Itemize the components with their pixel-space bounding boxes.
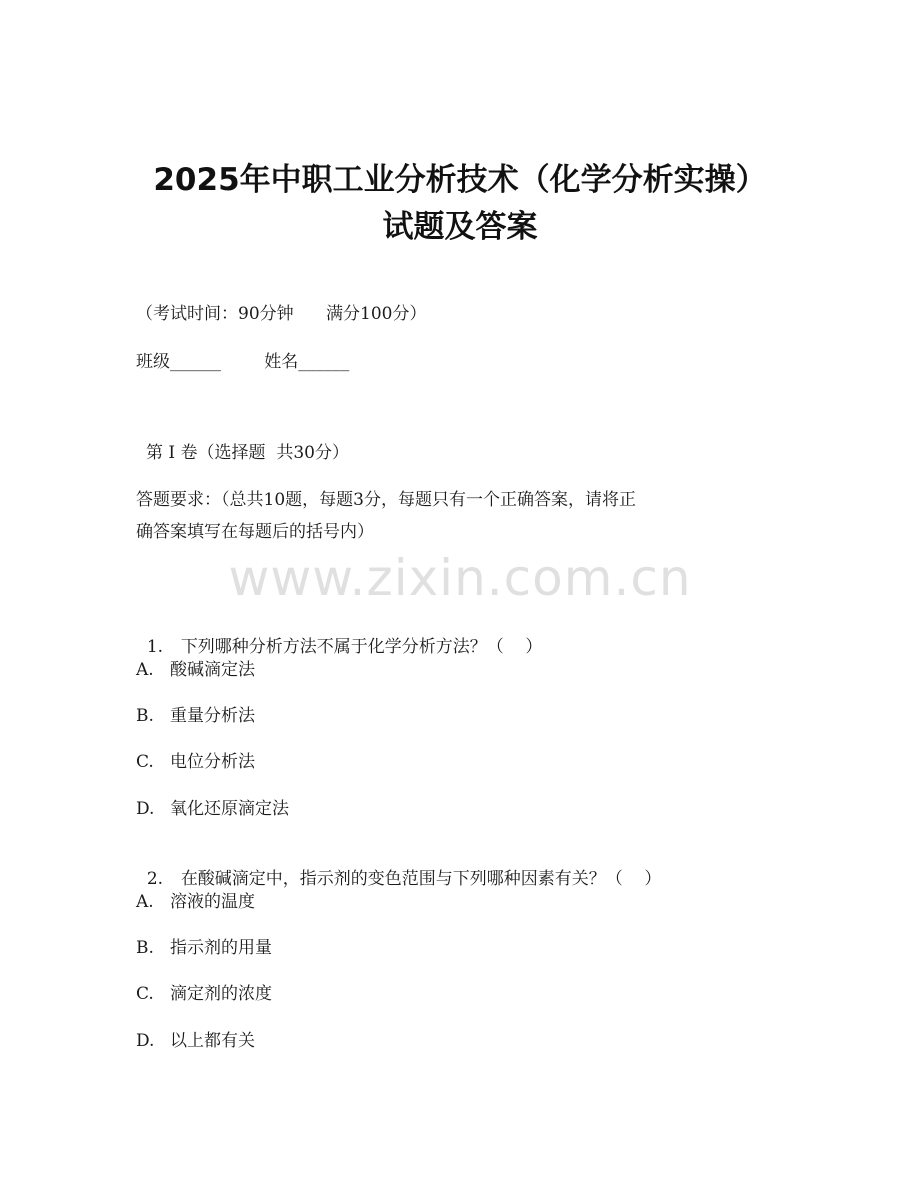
student-fields: 班级______ 姓名______ (136, 352, 350, 372)
question-2-option-c (136, 982, 272, 1006)
option-text: 溶液的温度 (170, 892, 255, 912)
option-letter: C. (136, 984, 154, 1004)
document-title-line-2: 试题及答案 (382, 209, 538, 245)
watermark: www.zixin.com.cn (228, 549, 692, 607)
option-letter: D. (136, 799, 155, 819)
option-letter: A. (136, 660, 154, 680)
question-2-option-a (136, 890, 255, 914)
question-1-option-b (136, 704, 255, 728)
section-header: 第 I 卷（选择题 共30分） (146, 443, 349, 463)
question-2 (136, 843, 661, 891)
option-letter: B. (136, 938, 154, 958)
option-text: 滴定剂的浓度 (170, 984, 272, 1004)
question-1 (136, 611, 542, 659)
option-text: 指示剂的用量 (170, 938, 272, 958)
option-letter: C. (136, 752, 154, 772)
question-2-option-b (136, 936, 272, 960)
exam-info: （考试时间：90分钟 满分100分） (136, 304, 427, 324)
option-text: 电位分析法 (170, 752, 255, 772)
option-text: 重量分析法 (170, 706, 255, 726)
option-letter: B. (136, 706, 154, 726)
option-letter: D. (136, 1031, 155, 1051)
option-text: 酸碱滴定法 (170, 660, 255, 680)
option-text: 以上都有关 (170, 1031, 255, 1051)
option-letter: A. (136, 892, 154, 912)
option-text: 氧化还原滴定法 (170, 799, 289, 819)
answer-requirement-line-2: 确答案填写在每题后的括号内） (136, 522, 374, 542)
question-number: 1. (146, 637, 164, 657)
document-title-line-1: 2025年中职工业分析技术（化学分析实操） (153, 162, 767, 198)
question-text: 下列哪种分析方法不属于化学分析方法？（ ） (180, 637, 543, 657)
question-number: 2. (146, 869, 164, 889)
question-text: 在酸碱滴定中，指示剂的变色范围与下列哪种因素有关？（ ） (180, 869, 662, 889)
question-1-option-d (136, 797, 289, 821)
question-1-option-c (136, 750, 255, 774)
question-1-option-a (136, 658, 255, 682)
answer-requirement-line-1: 答题要求：（总共10题，每题3分，每题只有一个正确答案，请将正 (136, 490, 636, 510)
question-2-option-d (136, 1029, 255, 1053)
